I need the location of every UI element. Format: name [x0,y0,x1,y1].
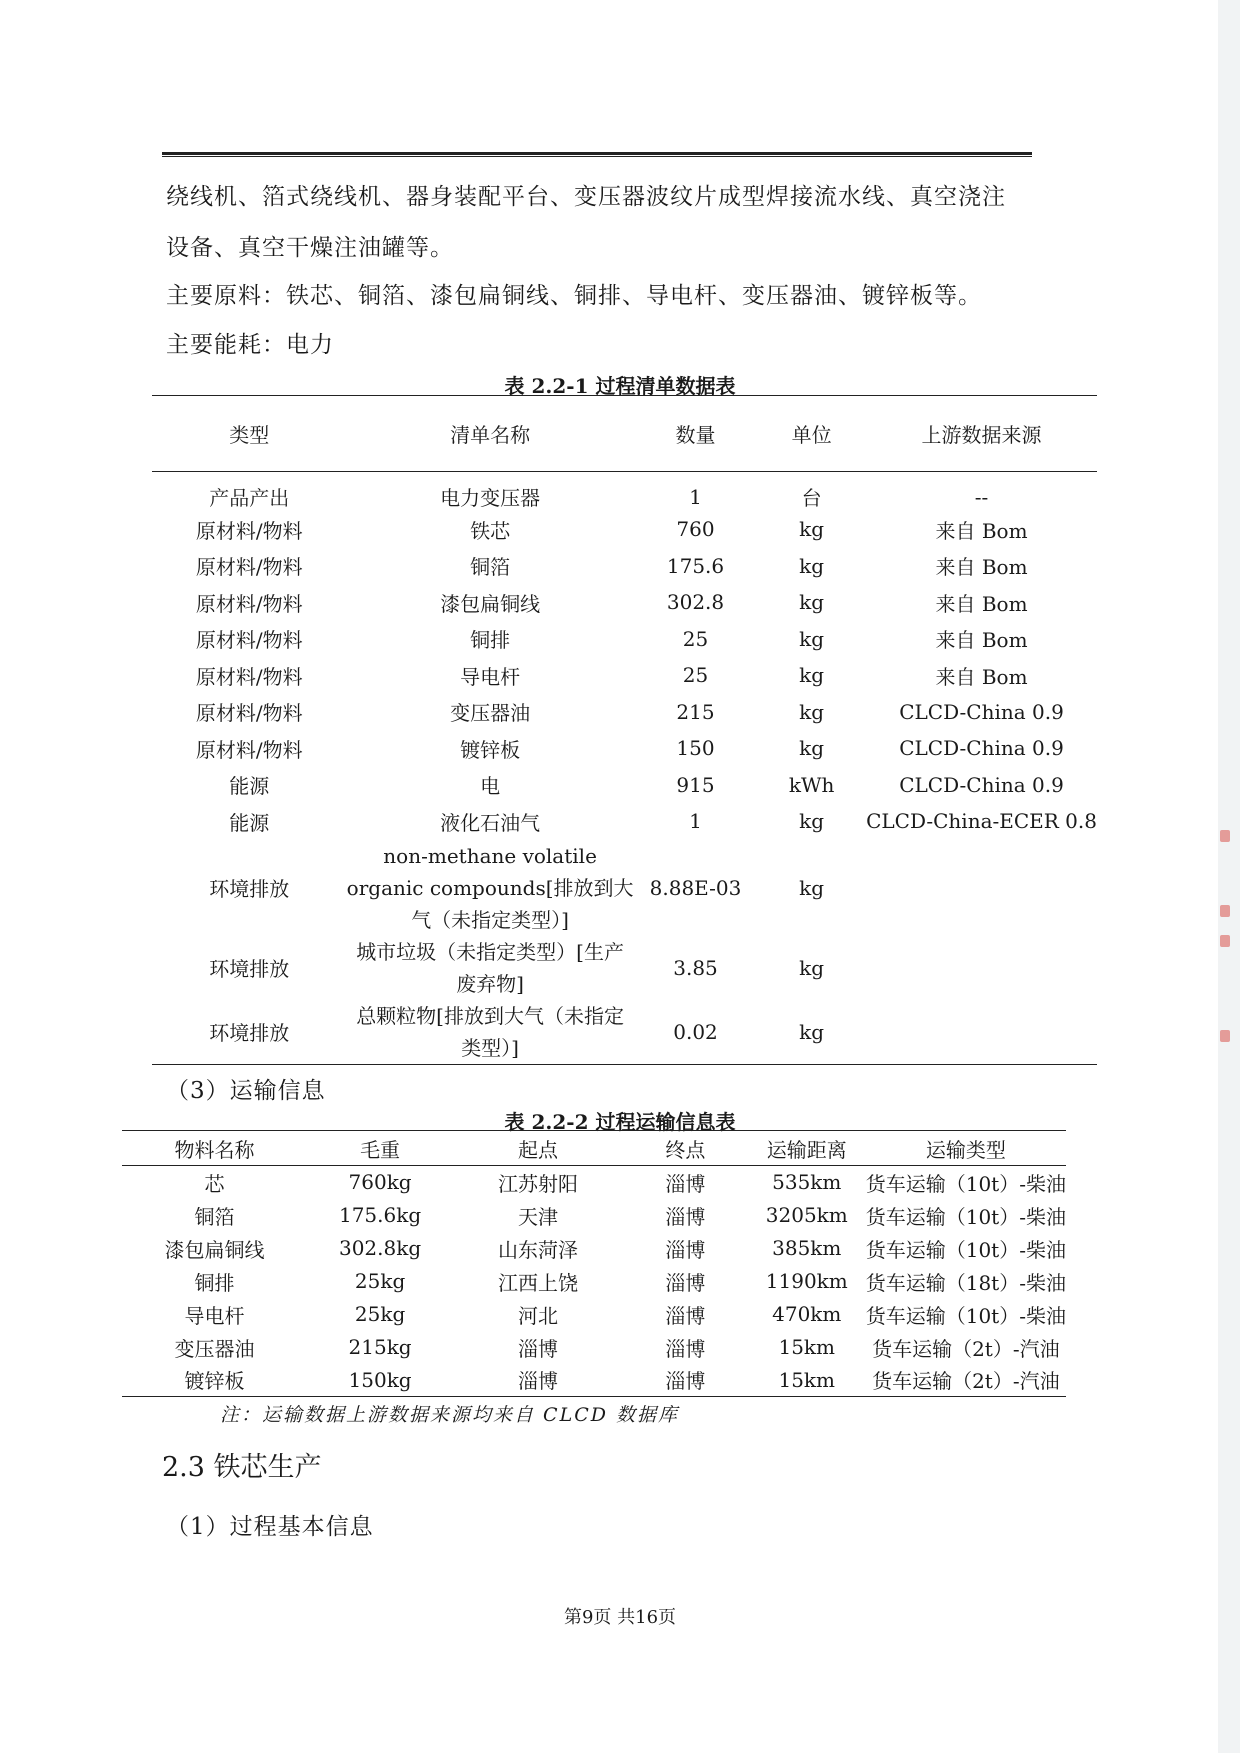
table-cell: 1 [689,809,702,834]
column-header: 数量 [634,396,757,472]
table-cell: 3.85 [673,955,718,980]
table-cell: CLCD-China 0.9 [899,736,1064,761]
table-cell: 漆包扁铜线 [440,591,541,616]
table-cell: kg [799,663,825,688]
column-header: 单位 [757,396,866,472]
scan-edge [1218,0,1240,1753]
table-cell: CLCD-China 0.9 [899,772,1064,797]
table-cell: 铜排 [470,628,511,653]
table-cell: 淄博 [665,1336,706,1361]
table-cell: 铜排 [194,1270,235,1295]
table-cell: CLCD-China-ECER 0.8 [866,809,1097,834]
table-row [152,657,1097,694]
table-cell: 产品产出 [209,486,290,510]
table-cell: 1190km [765,1269,848,1293]
table-cell: 货车运输（10t）-柴油 [865,1171,1066,1196]
intro-line-1: 绕线机、箔式绕线机、器身装配平台、变压器波纹片成型焊接流水线、真空浇注 [166,184,1006,210]
table-cell: kg [799,875,825,900]
column-header: 运输类型 [866,1131,1066,1166]
table-cell: 液化石油气 [440,810,541,835]
table-cell: 货车运输（10t）-柴油 [865,1237,1066,1262]
table-cell: kg [799,1019,825,1044]
table-cell: 原材料/物料 [195,628,303,653]
table-cell: kg [799,699,825,724]
table-cell: 来自 Bom [935,591,1028,616]
table-cell: 原材料/物料 [195,737,303,762]
table-row [152,584,1097,621]
table-cell: 导电杆 [184,1303,245,1328]
table-cell: 原材料/物料 [195,555,303,580]
table-cell [866,840,1097,936]
table-cell: kg [799,955,825,980]
table-cell: 8.88E-03 [649,875,742,900]
stamp-mark [1220,830,1230,842]
table-row [152,472,1097,512]
section-transport-heading: （3）运输信息 [166,1078,326,1104]
table-row [122,1364,1066,1397]
table-cell: 漆包扁铜线 [164,1237,265,1262]
table-cell: 淄博 [665,1237,706,1262]
table-cell: 淄博 [665,1303,706,1328]
energy-line: 主要能耗：电力 [166,332,334,358]
table-row [152,803,1097,840]
table-row [122,1232,1066,1265]
table-header-row [152,396,1097,472]
subsection-heading: （1）过程基本信息 [166,1514,374,1540]
table-cell: 铜箔 [470,555,511,580]
table-cell: 能源 [229,774,270,799]
table-cell: 环境排放 [209,877,290,901]
table-cell: 175.6kg [338,1203,422,1227]
table-cell: 760 [676,517,715,542]
column-header: 清单名称 [346,396,633,472]
table-cell: 芯 [204,1171,225,1196]
table-cell: 15km [778,1367,836,1392]
table-row [152,767,1097,804]
table-row [122,1298,1066,1331]
table-row [122,1199,1066,1232]
table-cell: 台 [801,486,822,510]
table-cell: kg [799,590,825,615]
table-cell: 变压器油 [450,701,531,726]
table-cell: 来自 Bom [935,628,1028,653]
table-cell: 环境排放 [209,957,290,981]
table-cell: 来自 Bom [935,518,1028,543]
table-cell: 1 [689,484,702,509]
stamp-mark [1220,905,1230,917]
table-cell: 电 [480,774,501,799]
table-cell: -- [974,484,989,509]
table-cell: 江苏射阳 [498,1171,579,1196]
column-header: 毛重 [307,1131,453,1166]
table-cell: 河北 [518,1303,559,1328]
table-cell: 淄博 [518,1336,559,1361]
table-cell: CLCD-China 0.9 [899,699,1064,724]
transport-info-table [122,1130,1066,1397]
table-cell: kg [799,809,825,834]
table-row [152,548,1097,585]
table-cell: 215 [676,699,715,724]
table-row [122,1331,1066,1364]
table-cell: 淄博 [665,1171,706,1196]
table-header-row [122,1131,1066,1166]
table-cell: 天津 [518,1204,559,1229]
table-cell: kWh [788,772,835,797]
section-heading: 2.3 铁芯生产 [162,1452,322,1483]
table-cell: 215kg [348,1335,412,1359]
column-header: 起点 [453,1131,623,1166]
table-cell: 淄博 [665,1270,706,1295]
table-cell: 镀锌板 [184,1369,245,1394]
table-cell: 0.02 [673,1019,718,1044]
column-header: 物料名称 [122,1131,307,1166]
header-rule [162,152,1032,157]
table-cell: 镀锌板 [460,737,521,762]
table-row [152,511,1097,548]
table-row [152,694,1097,731]
table-cell: 淄博 [518,1369,559,1394]
page-footer: 第9页 共16页 [563,1607,677,1628]
table-cell: 15km [778,1335,836,1359]
table-row [152,1000,1097,1065]
table-cell: 货车运输（10t）-柴油 [865,1204,1066,1229]
table-cell: 原材料/物料 [195,664,303,689]
table-row [152,621,1097,658]
table-cell: 25 [682,663,709,688]
table-cell: 来自 Bom [935,664,1028,689]
table-cell: 铁芯 [470,518,511,543]
table-cell: 货车运输（2t）-汽油 [872,1336,1060,1361]
table-cell: 能源 [229,810,270,835]
process-inventory-table [152,395,1097,1065]
table-cell: 25 [682,626,709,651]
table-cell: 江西上饶 [498,1270,579,1295]
table-cell: 25kg [354,1302,406,1326]
table-cell: 铜箔 [194,1204,235,1229]
table-cell: 3205km [765,1203,848,1227]
table-cell: 货车运输（10t）-柴油 [865,1303,1066,1328]
table-cell: kg [799,553,825,578]
table-cell: 导电杆 [460,664,521,689]
table-cell: 电力变压器 [440,486,541,510]
table-cell: 470km [772,1302,842,1326]
table-cell: 货车运输（18t）-柴油 [865,1270,1066,1295]
table-cell: 变压器油 [174,1336,255,1361]
table-cell: 环境排放 [209,1021,290,1045]
table-cell: 760kg [348,1170,412,1195]
table-cell: kg [799,517,825,542]
table-cell: 385km [772,1236,842,1260]
table-row [152,936,1097,1000]
table-cell: 915 [676,772,715,797]
stamp-mark [1220,935,1230,947]
table-cell: 淄博 [665,1369,706,1394]
table-row [152,730,1097,767]
table-cell: 175.6 [666,553,725,578]
intro-line-2: 设备、真空干燥注油罐等。 [166,235,454,261]
table-cell: 原材料/物料 [195,591,303,616]
table-cell: 货车运输（2t）-汽油 [872,1369,1060,1394]
table-cell [866,1000,1097,1065]
column-header: 类型 [152,396,346,472]
table1-caption: 表 2.2-1 过程清单数据表 [504,374,736,398]
table-row [152,840,1097,936]
materials-line: 主要原料：铁芯、铜箔、漆包扁铜线、铜排、导电杆、变压器油、镀锌板等。 [166,283,982,309]
table-cell: 总颗粒物[排放到大气（未指定类型）] [356,1003,624,1060]
table-note: 注：运输数据上游数据来源均来自 CLCD 数据库 [220,1404,680,1426]
table-cell: 535km [772,1170,842,1195]
table-cell: 山东菏泽 [498,1237,579,1262]
table-cell: 150 [676,736,715,761]
table-row [122,1166,1066,1199]
table-cell: 25kg [354,1269,406,1293]
table-cell: kg [799,626,825,651]
stamp-mark [1220,1030,1230,1042]
table-cell: 原材料/物料 [195,518,303,543]
table-cell: 150kg [348,1367,412,1392]
column-header: 终点 [623,1131,748,1166]
table-cell: 城市垃圾（未指定类型）[生产废弃物] [356,939,624,996]
column-header: 上游数据来源 [866,396,1097,472]
table2-caption: 表 2.2-2 过程运输信息表 [504,1110,736,1134]
table-row [122,1265,1066,1298]
table-cell: kg [799,736,825,761]
table-cell: 302.8 [666,590,725,615]
table-cell: 来自 Bom [935,555,1028,580]
column-header: 运输距离 [748,1131,866,1166]
table-cell: 302.8kg [338,1236,422,1260]
table-cell: 淄博 [665,1204,706,1229]
table-cell: non-methane volatile organic compounds[排放到大气（未指定类型）] [346,843,634,932]
table-cell: 原材料/物料 [195,701,303,726]
table-cell [866,936,1097,1000]
